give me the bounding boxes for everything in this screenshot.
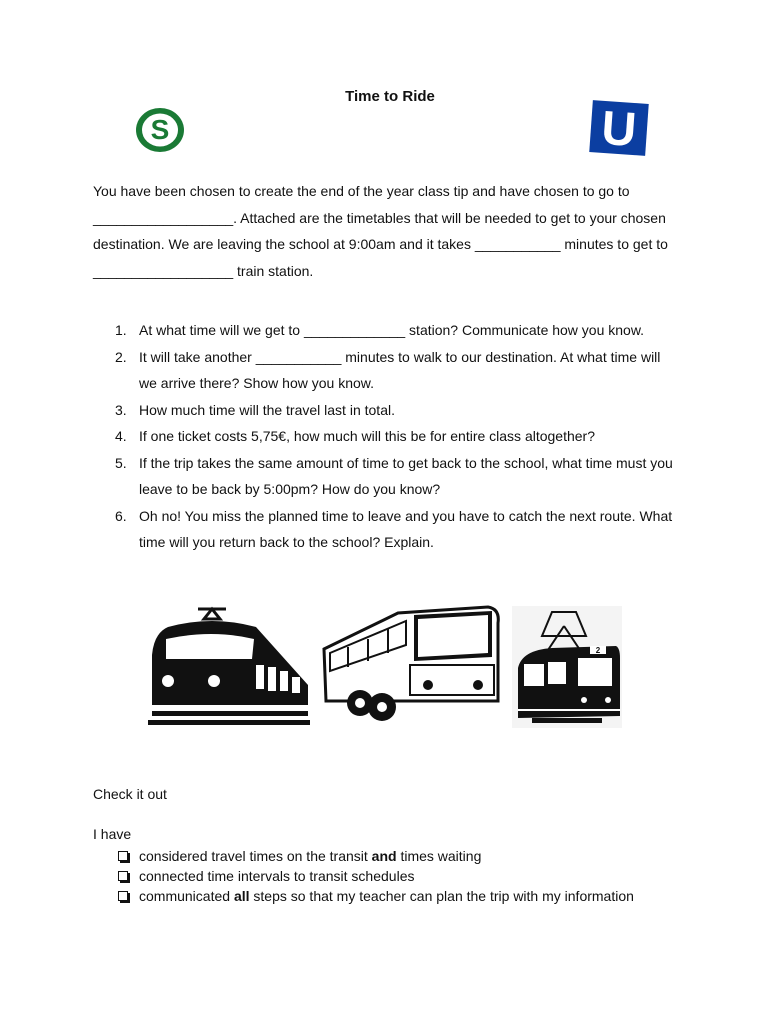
checklist-item: connected time intervals to transit schedules [118, 866, 638, 886]
item-number: 2. [115, 348, 127, 365]
checkbox[interactable] [118, 851, 128, 861]
list-item [93, 344, 673, 397]
item-number: 3. [115, 401, 127, 418]
checklist-item: considered travel times on the transit and times waiting [118, 846, 638, 866]
item-number: 5. [115, 454, 127, 471]
list-item [93, 503, 673, 556]
s-bahn-logo [134, 106, 186, 154]
question-list [93, 317, 673, 556]
item-number: 1. [115, 322, 127, 338]
tram-illustration [512, 606, 622, 728]
item-text: Oh no! You miss the planned time to leave and you have to catch the next route. What time will you return back to the school? Explain. [139, 507, 673, 550]
i-have-label: I have [93, 826, 132, 842]
check-it-out-heading: Check it out [93, 786, 167, 802]
checkbox[interactable] [118, 871, 128, 881]
list-item [93, 397, 673, 424]
item-text: How much time will the travel last in total. [139, 401, 395, 418]
u-bahn-logo [586, 97, 652, 159]
list-item [93, 317, 673, 344]
checkbox[interactable] [118, 891, 128, 901]
list-item [93, 450, 673, 503]
bus-illustration [318, 605, 504, 727]
list-item [93, 423, 673, 450]
item-number: 6. [115, 507, 127, 524]
item-text: It will take another ___________ minutes to walk to our destination. At what time will we arrive there? Show how you know. [139, 348, 661, 391]
svg-text:U: U [599, 101, 639, 158]
svg-text:S: S [150, 114, 170, 145]
checklist [118, 846, 638, 906]
item-text: If the trip takes the same amount of time to get back to the school, what time must you leave to be back by 5:00pm? How do you know? [139, 454, 673, 497]
checklist-item: communicated all steps so that my teacher can plan the trip with my information [118, 886, 638, 906]
item-text: At what time will we get to _____________ station? Communicate how you know. [139, 322, 645, 338]
item-text: If one ticket costs 5,75€, how much will this be for entire class altogether? [139, 428, 596, 444]
item-number: 4. [115, 428, 127, 444]
intro-paragraph: You have been chosen to create the end of the year class tip and have chosen to go to __________________. Attached are the timetables that will be needed to get to your chosen destination. We are leaving the school at 9:00am and it takes ___________ minutes to get to __________________ train station. [93, 183, 668, 279]
train-illustration [148, 605, 310, 727]
svg-text:2: 2 [595, 646, 601, 655]
page-title: Time to Ride [345, 88, 435, 105]
